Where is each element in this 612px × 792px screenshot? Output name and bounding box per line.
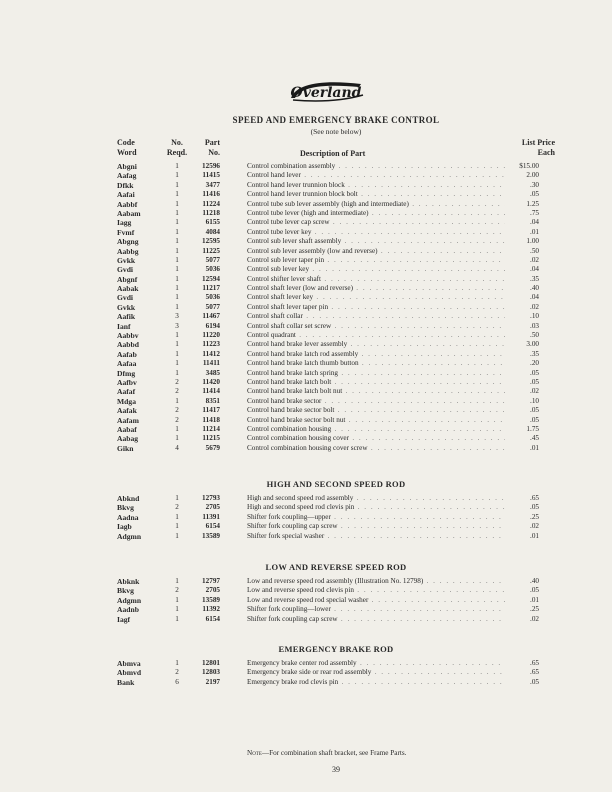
quantity-required: 1 bbox=[175, 190, 179, 199]
list-price: .05 bbox=[530, 377, 539, 386]
table-row bbox=[0, 416, 612, 425]
list-price: .20 bbox=[530, 359, 539, 368]
quantity-required: 2 bbox=[175, 387, 179, 396]
quantity-required: 1 bbox=[175, 659, 179, 667]
code-word: Aabag bbox=[117, 434, 139, 444]
part-number: 11218 bbox=[202, 208, 220, 217]
quantity-required: 2 bbox=[175, 377, 179, 386]
quantity-required: 1 bbox=[175, 237, 179, 246]
code-word: Gvkk bbox=[117, 255, 136, 265]
table-row bbox=[0, 369, 612, 378]
overland-logo bbox=[287, 78, 365, 104]
part-description: Control shaft collar set screw . . . bbox=[247, 322, 505, 331]
list-price: .65 bbox=[530, 668, 539, 677]
list-price: .02 bbox=[530, 522, 539, 531]
quantity-required: 1 bbox=[175, 255, 179, 264]
table-row bbox=[0, 312, 612, 321]
list-price: 1.25 bbox=[526, 199, 539, 208]
part-number: 11220 bbox=[202, 331, 220, 340]
table-row bbox=[0, 190, 612, 199]
part-description: Control hand brake latch bolt . . . bbox=[247, 378, 505, 387]
quantity-required: 1 bbox=[175, 577, 179, 585]
table-row bbox=[0, 532, 612, 541]
part-description: Emergency brake side or rear rod assembly . . . bbox=[247, 668, 505, 677]
logo-text: Overland bbox=[290, 85, 362, 101]
quantity-required: 2 bbox=[175, 415, 179, 424]
part-number: 12801 bbox=[202, 659, 220, 667]
part-description: Control shaft collar . . . bbox=[247, 312, 505, 321]
page-subtitle: (See note below) bbox=[310, 127, 362, 136]
table-row bbox=[0, 494, 612, 503]
part-description: Control tube sub lever assembly (high and intermediate) . . . bbox=[247, 200, 505, 209]
part-description: Control hand brake lever assembly . . . bbox=[247, 340, 505, 349]
quantity-required: 2 bbox=[175, 503, 179, 512]
table-row bbox=[0, 350, 612, 359]
code-word: Abknd bbox=[117, 494, 140, 503]
part-number: 6194 bbox=[205, 321, 220, 330]
table-row bbox=[0, 181, 612, 190]
part-number: 8351 bbox=[205, 396, 220, 405]
list-price: 2.00 bbox=[526, 171, 539, 180]
list-price: .03 bbox=[530, 321, 539, 330]
part-description: Control hand lever trunnion block . . . bbox=[247, 181, 505, 190]
part-description: Shifter fork coupling cap screw . . . bbox=[247, 615, 505, 624]
table-row bbox=[0, 586, 612, 595]
list-price: .25 bbox=[530, 512, 539, 521]
quantity-required: 1 bbox=[175, 331, 179, 340]
part-description: Shifter fork coupling cap screw . . . bbox=[247, 522, 505, 531]
table-row bbox=[0, 162, 612, 171]
table-row bbox=[0, 406, 612, 415]
list-price: .02 bbox=[530, 387, 539, 396]
code-word: Gikn bbox=[117, 443, 134, 453]
list-price: .65 bbox=[530, 494, 539, 502]
table-row bbox=[0, 378, 612, 387]
code-word: Abknk bbox=[117, 577, 140, 586]
part-description: Control combination assembly . . . bbox=[247, 162, 505, 171]
code-word: Aabbf bbox=[117, 199, 138, 209]
list-price: .05 bbox=[530, 190, 539, 199]
list-price: .25 bbox=[530, 605, 539, 614]
header-part-number bbox=[196, 138, 220, 158]
table-row bbox=[0, 265, 612, 274]
part-number: 4084 bbox=[205, 227, 220, 236]
quantity-required: 1 bbox=[175, 512, 179, 521]
code-word: Aadnb bbox=[117, 605, 139, 615]
part-description: Control hand brake latch rod assembly . . . bbox=[247, 350, 505, 359]
part-description: Control shaft lever key . . . bbox=[247, 293, 505, 302]
part-number: 2705 bbox=[205, 586, 220, 595]
code-word: Abmvd bbox=[117, 668, 142, 678]
code-word: Aabaf bbox=[117, 424, 137, 434]
part-description: Control quadrant . . . bbox=[247, 331, 505, 340]
list-price: .01 bbox=[530, 531, 539, 540]
part-number: 11418 bbox=[202, 415, 220, 424]
code-word: Aadna bbox=[117, 512, 139, 522]
table-row bbox=[0, 513, 612, 522]
table-row bbox=[0, 605, 612, 614]
part-number: 6154 bbox=[205, 522, 220, 531]
part-description: Control tube lever cap screw . . . bbox=[247, 218, 505, 227]
table-row bbox=[0, 218, 612, 227]
code-word: Bkvg bbox=[117, 503, 134, 513]
quantity-required: 1 bbox=[175, 171, 179, 180]
part-number: 12797 bbox=[202, 577, 220, 585]
code-word: Aabak bbox=[117, 284, 139, 294]
table-row bbox=[0, 425, 612, 434]
table-row bbox=[0, 668, 612, 677]
code-word: Iagg bbox=[117, 218, 132, 228]
quantity-required: 1 bbox=[175, 494, 179, 502]
list-price: .65 bbox=[530, 659, 539, 667]
list-price: .30 bbox=[530, 180, 539, 189]
quantity-required: 1 bbox=[175, 522, 179, 531]
quantity-required: 2 bbox=[175, 668, 179, 677]
section-title: HIGH AND SECOND SPEED ROD bbox=[266, 479, 406, 489]
table-row bbox=[0, 228, 612, 237]
part-number: 11416 bbox=[202, 190, 220, 199]
code-word: Iagb bbox=[117, 522, 132, 532]
part-description: Control hand lever . . . bbox=[247, 171, 505, 180]
header-code-line2: Word bbox=[117, 148, 137, 157]
header-no-line1: No. bbox=[171, 138, 183, 147]
part-number: 11467 bbox=[202, 312, 220, 321]
table-row bbox=[0, 522, 612, 531]
list-price: .05 bbox=[530, 415, 539, 424]
quantity-required: 1 bbox=[175, 246, 179, 255]
list-price: .05 bbox=[530, 586, 539, 595]
table-row bbox=[0, 303, 612, 312]
part-number: 2197 bbox=[205, 677, 220, 686]
part-description: Control hand lever trunnion block bolt . . . bbox=[247, 190, 505, 199]
part-description: Control tube lever key . . . bbox=[247, 228, 505, 237]
table-row bbox=[0, 322, 612, 331]
part-number: 11214 bbox=[202, 424, 220, 433]
header-description: Description of Part bbox=[300, 149, 366, 158]
code-word: Aafik bbox=[117, 312, 136, 322]
part-number: 12596 bbox=[202, 162, 220, 170]
quantity-required: 1 bbox=[175, 218, 179, 227]
table-row bbox=[0, 659, 612, 668]
part-number: 11415 bbox=[202, 171, 220, 180]
part-description: Control hand brake sector bolt . . . bbox=[247, 406, 505, 415]
table-row bbox=[0, 577, 612, 586]
part-number: 11391 bbox=[202, 512, 220, 521]
quantity-required: 1 bbox=[175, 199, 179, 208]
table-row bbox=[0, 200, 612, 209]
part-number: 13589 bbox=[202, 595, 220, 604]
list-price: .40 bbox=[530, 284, 539, 293]
list-price: .05 bbox=[530, 503, 539, 512]
part-number: 11225 bbox=[202, 246, 220, 255]
code-word: Aafam bbox=[117, 415, 139, 425]
quantity-required: 1 bbox=[175, 227, 179, 236]
quantity-required: 3 bbox=[175, 312, 179, 321]
list-price: .04 bbox=[530, 293, 539, 302]
table-row bbox=[0, 434, 612, 443]
part-number: 11420 bbox=[202, 377, 220, 386]
list-price: .35 bbox=[530, 274, 539, 283]
footnote bbox=[247, 749, 406, 757]
note-text: —For combination shaft bracket, see Frame Parts. bbox=[261, 749, 407, 757]
code-word: Aabbg bbox=[117, 246, 139, 256]
list-price: .04 bbox=[530, 265, 539, 274]
code-word: Aafak bbox=[117, 406, 137, 416]
list-price: .04 bbox=[530, 218, 539, 227]
part-number: 3477 bbox=[205, 180, 220, 189]
table-row bbox=[0, 397, 612, 406]
part-description: Control sub lever taper pin . . . bbox=[247, 256, 505, 265]
code-word: Ianf bbox=[117, 321, 131, 331]
header-price-line1: List Price bbox=[521, 138, 555, 147]
table-row bbox=[0, 615, 612, 624]
quantity-required: 1 bbox=[175, 265, 179, 274]
parts-section bbox=[0, 477, 612, 541]
quantity-required: 1 bbox=[175, 614, 179, 623]
part-description: Low and reverse speed rod assembly (Illustration No. 12798) . . . bbox=[247, 577, 505, 586]
code-word: Aabam bbox=[117, 208, 141, 218]
part-description: High and second speed rod assembly . . . bbox=[247, 494, 505, 503]
quantity-required: 1 bbox=[175, 434, 179, 443]
part-number: 11392 bbox=[202, 605, 220, 614]
part-number: 5077 bbox=[205, 255, 220, 264]
page-number: 39 bbox=[332, 765, 340, 774]
note-label: Note bbox=[247, 749, 262, 757]
part-description: Low and reverse speed rod clevis pin . . . bbox=[247, 586, 505, 595]
code-word: Fvmf bbox=[117, 227, 135, 237]
code-word: Adgmn bbox=[117, 531, 142, 541]
quantity-required: 1 bbox=[175, 162, 179, 170]
quantity-required: 2 bbox=[175, 406, 179, 415]
list-price: .05 bbox=[530, 677, 539, 686]
part-number: 5679 bbox=[205, 443, 220, 452]
code-word: Aafaa bbox=[117, 359, 137, 369]
part-description: Control combination housing . . . bbox=[247, 425, 505, 434]
header-code-word bbox=[117, 138, 137, 158]
code-word: Abgng bbox=[117, 237, 139, 247]
header-code-line1: Code bbox=[117, 138, 135, 147]
page-title: SPEED AND EMERGENCY BRAKE CONTROL bbox=[232, 115, 440, 125]
part-number: 12595 bbox=[202, 237, 220, 246]
part-description: Control sub lever shaft assembly . . . bbox=[247, 237, 505, 246]
table-row bbox=[0, 444, 612, 453]
quantity-required: 1 bbox=[175, 302, 179, 311]
part-number: 11217 bbox=[202, 284, 220, 293]
table-row bbox=[0, 237, 612, 246]
code-word: Iagf bbox=[117, 614, 131, 624]
table-row bbox=[0, 359, 612, 368]
list-price: 1.75 bbox=[526, 424, 539, 433]
code-word: Bank bbox=[117, 677, 135, 687]
part-number: 5036 bbox=[205, 293, 220, 302]
header-number-required bbox=[165, 138, 189, 158]
part-description: Control hand brake sector bolt nut . . . bbox=[247, 416, 505, 425]
header-price-line2: Each bbox=[537, 148, 555, 157]
quantity-required: 1 bbox=[175, 368, 179, 377]
part-description: Shifter fork special washer . . . bbox=[247, 532, 505, 541]
quantity-required: 1 bbox=[175, 396, 179, 405]
header-no-line2: Reqd. bbox=[166, 148, 188, 157]
list-price: .01 bbox=[530, 227, 539, 236]
list-price: .50 bbox=[530, 246, 539, 255]
header-part-line1: Part bbox=[204, 138, 220, 147]
parts-section bbox=[0, 162, 612, 453]
quantity-required: 1 bbox=[175, 293, 179, 302]
part-number: 11417 bbox=[202, 406, 220, 415]
list-price: .35 bbox=[530, 349, 539, 358]
table-row bbox=[0, 171, 612, 180]
quantity-required: 1 bbox=[175, 595, 179, 604]
code-word: Abgni bbox=[117, 162, 137, 171]
code-word: Aafbv bbox=[117, 377, 137, 387]
part-number: 2705 bbox=[205, 503, 220, 512]
table-row bbox=[0, 209, 612, 218]
list-price: $15.00 bbox=[519, 162, 539, 170]
code-word: Aafaf bbox=[117, 387, 136, 397]
code-word: Aabbd bbox=[117, 340, 139, 350]
part-description: Control hand brake latch spring . . . bbox=[247, 369, 505, 378]
quantity-required: 1 bbox=[175, 424, 179, 433]
part-number: 12594 bbox=[202, 274, 220, 283]
code-word: Abmva bbox=[117, 659, 141, 668]
part-number: 12803 bbox=[202, 668, 220, 677]
code-word: Dfkk bbox=[117, 180, 134, 190]
part-number: 5036 bbox=[205, 265, 220, 274]
code-word: Aafab bbox=[117, 349, 137, 359]
part-number: 3485 bbox=[205, 368, 220, 377]
code-word: Aafai bbox=[117, 190, 135, 200]
table-row bbox=[0, 275, 612, 284]
quantity-required: 1 bbox=[175, 208, 179, 217]
table-row bbox=[0, 596, 612, 605]
table-row bbox=[0, 247, 612, 256]
table-row bbox=[0, 293, 612, 302]
list-price: .05 bbox=[530, 368, 539, 377]
table-row bbox=[0, 387, 612, 396]
part-description: Control hand brake latch thumb button . . . bbox=[247, 359, 505, 368]
table-row bbox=[0, 256, 612, 265]
quantity-required: 1 bbox=[175, 340, 179, 349]
code-word: Adgmn bbox=[117, 595, 142, 605]
code-word: Mdga bbox=[117, 396, 136, 406]
quantity-required: 1 bbox=[175, 359, 179, 368]
part-description: Emergency brake center rod assembly . . . bbox=[247, 659, 505, 668]
part-description: Control shaft lever (low and reverse) . . . bbox=[247, 284, 505, 293]
quantity-required: 2 bbox=[175, 586, 179, 595]
part-number: 5077 bbox=[205, 302, 220, 311]
part-description: Control sub lever assembly (low and reverse) . . . bbox=[247, 247, 505, 256]
part-description: Control combination housing cover . . . bbox=[247, 434, 505, 443]
table-row bbox=[0, 331, 612, 340]
part-number: 11412 bbox=[202, 349, 220, 358]
part-description: High and second speed rod clevis pin . . . bbox=[247, 503, 505, 512]
part-description: Control hand brake sector . . . bbox=[247, 397, 505, 406]
list-price: .02 bbox=[530, 302, 539, 311]
quantity-required: 1 bbox=[175, 349, 179, 358]
part-number: 11224 bbox=[202, 199, 220, 208]
parts-section bbox=[0, 560, 612, 624]
table-row bbox=[0, 284, 612, 293]
part-description: Emergency brake rod clevis pin . . . bbox=[247, 678, 505, 687]
section-title: LOW AND REVERSE SPEED ROD bbox=[265, 562, 407, 572]
part-description: Control hand brake latch bolt nut . . . bbox=[247, 387, 505, 396]
code-word: Gvdi bbox=[117, 265, 134, 275]
quantity-required: 1 bbox=[175, 531, 179, 540]
quantity-required: 6 bbox=[175, 677, 179, 686]
part-description: Control tube lever (high and intermediate) . . . bbox=[247, 209, 505, 218]
part-description: Shifter fork coupling—upper . . . bbox=[247, 513, 505, 522]
part-description: Control sub lever key . . . bbox=[247, 265, 505, 274]
code-word: Bkvg bbox=[117, 586, 134, 596]
list-price: .50 bbox=[530, 331, 539, 340]
parts-section bbox=[0, 642, 612, 687]
part-description: Control combination housing cover screw . . . bbox=[247, 444, 505, 453]
list-price: .01 bbox=[530, 595, 539, 604]
overland-logo-script bbox=[287, 78, 365, 104]
list-price: .02 bbox=[530, 255, 539, 264]
quantity-required: 1 bbox=[175, 180, 179, 189]
code-word: Aabbv bbox=[117, 331, 139, 341]
code-word: Gvdi bbox=[117, 293, 134, 303]
header-part-line2: No. bbox=[208, 148, 220, 157]
quantity-required: 1 bbox=[175, 274, 179, 283]
list-price: .02 bbox=[530, 614, 539, 623]
part-number: 11215 bbox=[202, 434, 220, 443]
part-number: 6154 bbox=[205, 614, 220, 623]
quantity-required: 3 bbox=[175, 321, 179, 330]
list-price: .40 bbox=[530, 577, 539, 585]
part-number: 12793 bbox=[202, 494, 220, 502]
list-price: .10 bbox=[530, 312, 539, 321]
part-number: 6155 bbox=[205, 218, 220, 227]
part-description: Shifter fork coupling—lower . . . bbox=[247, 605, 505, 614]
list-price: .75 bbox=[530, 208, 539, 217]
part-number: 11223 bbox=[202, 340, 220, 349]
quantity-required: 1 bbox=[175, 605, 179, 614]
table-row bbox=[0, 678, 612, 687]
code-word: Gvkk bbox=[117, 302, 136, 312]
code-word: Aafag bbox=[117, 171, 137, 181]
quantity-required: 1 bbox=[175, 284, 179, 293]
part-number: 11411 bbox=[202, 359, 220, 368]
part-description: Low and reverse speed rod special washer . . . bbox=[247, 596, 505, 605]
quantity-required: 4 bbox=[175, 443, 179, 452]
list-price: .05 bbox=[530, 406, 539, 415]
part-number: 11414 bbox=[202, 387, 220, 396]
code-word: Dfmg bbox=[117, 368, 136, 378]
table-row bbox=[0, 503, 612, 512]
list-price: .01 bbox=[530, 443, 539, 452]
part-number: 13589 bbox=[202, 531, 220, 540]
table-row bbox=[0, 340, 612, 349]
list-price: 1.00 bbox=[526, 237, 539, 246]
section-title: EMERGENCY BRAKE ROD bbox=[278, 644, 394, 654]
list-price: .45 bbox=[530, 434, 539, 443]
part-description: Control shifter lever shaft . . . bbox=[247, 275, 505, 284]
part-description: Control shaft lever taper pin . . . bbox=[247, 303, 505, 312]
list-price: .10 bbox=[530, 396, 539, 405]
list-price: 3.00 bbox=[526, 340, 539, 349]
code-word: Abgnf bbox=[117, 274, 138, 284]
header-list-price bbox=[495, 138, 555, 158]
